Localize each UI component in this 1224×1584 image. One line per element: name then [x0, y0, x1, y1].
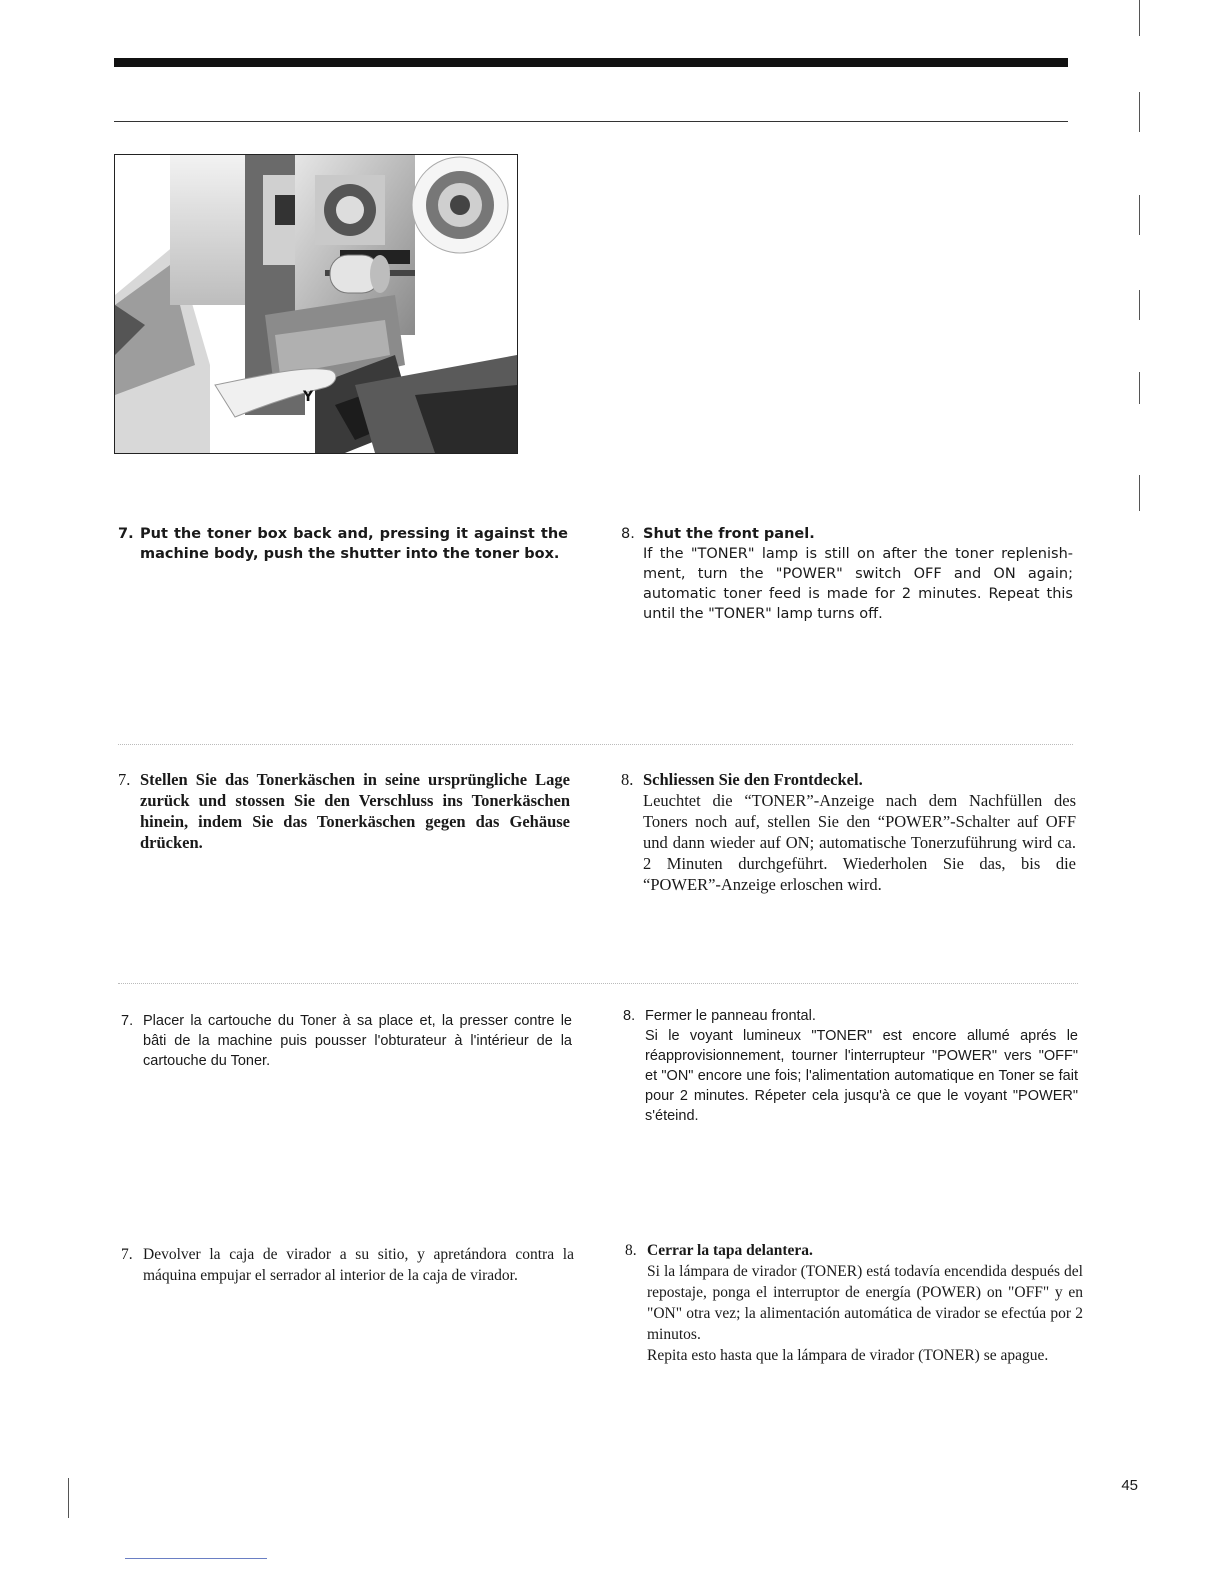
es-step-8-body-2: Repita esto hasta que la lámpara de virador (TONER) se apague.	[647, 1347, 1049, 1364]
de-step-8-number: 8.	[621, 770, 634, 789]
section-separator	[118, 744, 1073, 746]
machine-illustration	[115, 155, 517, 453]
fr-step-7-text: Placer la cartouche du Toner à sa place et, la presser contre le bâti de la machine puis pousser l'obturateur à l'intérieur de la cartouche du Toner.	[143, 1013, 572, 1069]
margin-mark	[1139, 195, 1140, 235]
es-step-7-text: Devolver la caja de virador a su sitio, y apretándora contra la máquina empujar el serrador al interior de la caja de virador.	[143, 1246, 574, 1284]
margin-mark	[1139, 475, 1140, 511]
bottom-mark	[125, 1558, 267, 1559]
toner-box-photo	[114, 154, 518, 454]
es-step-7-number: 7.	[121, 1246, 133, 1263]
fr-step-8	[623, 1006, 1078, 1126]
de-step-8-body: Leuchtet die “TONER”-Anzeige nach dem Nachfüllen des Toners noch auf, stellen Sie den “POWER”-Schalter auf OFF und dann wieder auf ON; automatische Tonerzuführung wird ca. 2 Minuten durchgeführt. Wiederholen Sie das, bis die “POWER”-Anzeige erloschen wird.	[643, 791, 1076, 894]
margin-mark	[1139, 372, 1140, 404]
margin-mark	[1139, 290, 1140, 320]
en-step-7-number: 7.	[118, 526, 134, 542]
margin-mark	[1139, 92, 1140, 132]
page-number: 45	[1121, 1477, 1138, 1494]
fr-step-8-title: Fermer le panneau frontal.	[645, 1008, 816, 1024]
de-step-7	[118, 769, 570, 853]
fr-step-8-number: 8.	[623, 1008, 636, 1024]
arrow-mark: Y	[303, 389, 314, 405]
es-step-8-number: 8.	[625, 1242, 637, 1259]
en-step-8-body: If the "TONER" lamp is still on after the toner replenishment, turn the "POWER" switch OFF and ON again; automatic toner feed is made for 2 minutes. Repeat this until the "TONER" lamp turns off.	[643, 546, 1073, 622]
en-step-8-number: 8.	[621, 526, 635, 542]
fr-step-8-body: Si le voyant lumineux "TONER" est encore allumé aprés le réapprovisionnement, tourner l'interrupteur "POWER" vers "OFF" et "ON" encore une fois; l'alimentation automatique en Toner se fait pour 2 minutes. Répeter cela jusqu'à ce que le voyant "POWER" s'éteind.	[645, 1028, 1078, 1124]
fr-step-7	[121, 1011, 572, 1071]
de-step-8-title: Schliessen Sie den Frontdeckel.	[643, 770, 863, 789]
en-step-8	[621, 524, 1073, 624]
es-step-8-title: Cerrar la tapa delantera.	[647, 1242, 813, 1259]
header-thin-rule	[114, 121, 1068, 122]
header-thick-rule	[114, 58, 1068, 67]
es-step-7	[121, 1244, 574, 1286]
en-step-7	[118, 524, 568, 564]
en-step-8-title: Shut the front panel.	[643, 526, 815, 542]
en-step-7-text: Put the toner box back and, pressing it against the machine body, push the shutter into the toner box.	[140, 526, 568, 562]
es-step-8	[625, 1240, 1083, 1366]
de-step-7-text: Stellen Sie das Tonerkäschen in seine ursprüngliche Lage zurück und stossen Sie den Verschluss ins Tonerkäschen hinein, indem Sie das Tonerkäschen gegen das Gehäuse drücken.	[140, 770, 570, 852]
margin-mark	[1139, 0, 1140, 36]
margin-mark	[68, 1478, 69, 1518]
es-step-8-body: Si la lámpara de virador (TONER) está todavía encendida después del repostaje, ponga el interruptor de energía (POWER) on "OFF" y en "ON" otra vez; la alimentación automática de virador se efectúa por 2 minutos.	[647, 1263, 1083, 1343]
de-step-7-number: 7.	[118, 770, 131, 789]
de-step-8	[621, 769, 1076, 895]
section-separator	[118, 983, 1078, 985]
fr-step-7-number: 7.	[121, 1013, 134, 1029]
